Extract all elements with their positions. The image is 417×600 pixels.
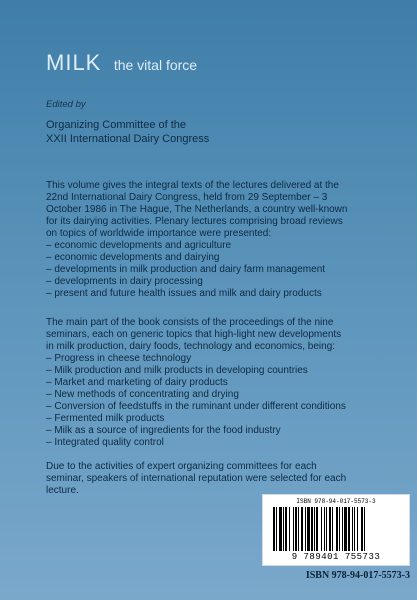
list-item: – developments in milk production and dairy farm management <box>46 264 326 275</box>
text-line: seminar, speakers of international reputation were selected for each <box>46 473 347 484</box>
list-item: – developments in dairy processing <box>46 276 203 287</box>
text-line: on topics of worldwide importance were presented: <box>46 228 272 239</box>
editor-line: XXII International Dairy Congress <box>46 133 210 145</box>
text-line: October 1986 in The Hague, The Netherlands, a country well-known <box>46 204 348 215</box>
barcode-graphic <box>273 507 399 551</box>
editor-block <box>46 118 386 146</box>
barcode-bar <box>326 507 327 551</box>
barcode-bar <box>285 507 287 551</box>
barcode-bar <box>305 507 306 551</box>
barcode-bar <box>352 507 353 551</box>
barcode-bar <box>289 507 290 551</box>
barcode-bar <box>324 507 325 551</box>
list-item: – New methods of concentrating and drying <box>46 389 239 400</box>
barcode-bar <box>279 507 282 551</box>
list-item: – economic developments and agriculture <box>46 240 232 251</box>
barcode-bar <box>342 507 343 551</box>
barcode-bar <box>354 507 355 551</box>
barcode-bar <box>316 507 318 551</box>
list-item: – Integrated quality control <box>46 437 164 448</box>
description-paragraph-2 <box>46 317 391 449</box>
list-item: – present and future health issues and milk and dairy products <box>46 288 322 299</box>
barcode-bar <box>329 507 331 551</box>
list-item: – Market and marketing of dairy products <box>46 377 228 388</box>
title-row <box>46 50 197 76</box>
text-line: This volume gives the integral texts of the lectures delivered at the <box>46 180 339 191</box>
barcode-bar <box>301 507 303 551</box>
barcode-bar <box>273 507 275 551</box>
text-line: The main part of the book consists of the proceedings of the nine <box>46 317 334 328</box>
barcode-bar <box>293 507 294 551</box>
barcode-digits: 9 789401 755733 <box>291 552 381 562</box>
text-line: seminars, each on generic topics that high-light new developments <box>46 329 342 340</box>
text-line: in milk production, dairy foods, technology and economics, being: <box>46 341 336 352</box>
barcode-bar <box>357 507 358 551</box>
barcode-bar <box>332 507 333 551</box>
list-item: – Milk as a source of ingredients for the food industry <box>46 425 281 436</box>
barcode-bar <box>276 507 277 551</box>
seminar-topics-list <box>46 353 391 449</box>
list-item: – economic developments and dairying <box>46 252 220 263</box>
barcode-bar <box>321 507 322 551</box>
barcode-bar <box>283 507 284 551</box>
isbn-label: ISBN 978-94-017-5573-3 <box>305 570 410 581</box>
list-item: – Conversion of feedstuffs in the ruminant under different conditions <box>46 401 346 412</box>
barcode-bar <box>298 507 299 551</box>
text-line: 22nd International Dairy Congress, held from 29 September – 3 <box>46 192 328 203</box>
barcode-isbn-text: ISBN 978-94-017-5573-3 <box>296 498 376 505</box>
barcode-bar <box>295 507 297 551</box>
barcode-bar <box>361 507 363 551</box>
text-line: Due to the activities of expert organizing committees for each <box>46 461 317 472</box>
plenary-topics-list <box>46 240 391 300</box>
description-paragraph-3 <box>46 461 391 497</box>
barcode-bar <box>336 507 338 551</box>
barcode-bar <box>364 507 365 551</box>
list-item: – Milk production and milk products in developing countries <box>46 365 308 376</box>
barcode-bar <box>311 507 313 551</box>
barcode-bar <box>314 507 315 551</box>
barcode-bar <box>339 507 340 551</box>
list-item: – Progress in cheese technology <box>46 353 192 364</box>
barcode-bar <box>348 507 350 551</box>
barcode-box <box>262 494 410 566</box>
book-subtitle: the vital force <box>113 57 198 73</box>
barcode-bar <box>344 507 347 551</box>
barcode-bar <box>307 507 310 551</box>
text-line: lecture. <box>46 485 79 496</box>
description-paragraph-1 <box>46 180 391 300</box>
list-item: – Fermented milk products <box>46 413 165 424</box>
text-line: for its dairying activities. Plenary lectures comprising broad reviews <box>46 216 343 227</box>
book-title: MILK <box>46 50 102 75</box>
edited-by-label: Edited by <box>46 99 86 110</box>
editor-line: Organizing Committee of the <box>46 119 187 131</box>
